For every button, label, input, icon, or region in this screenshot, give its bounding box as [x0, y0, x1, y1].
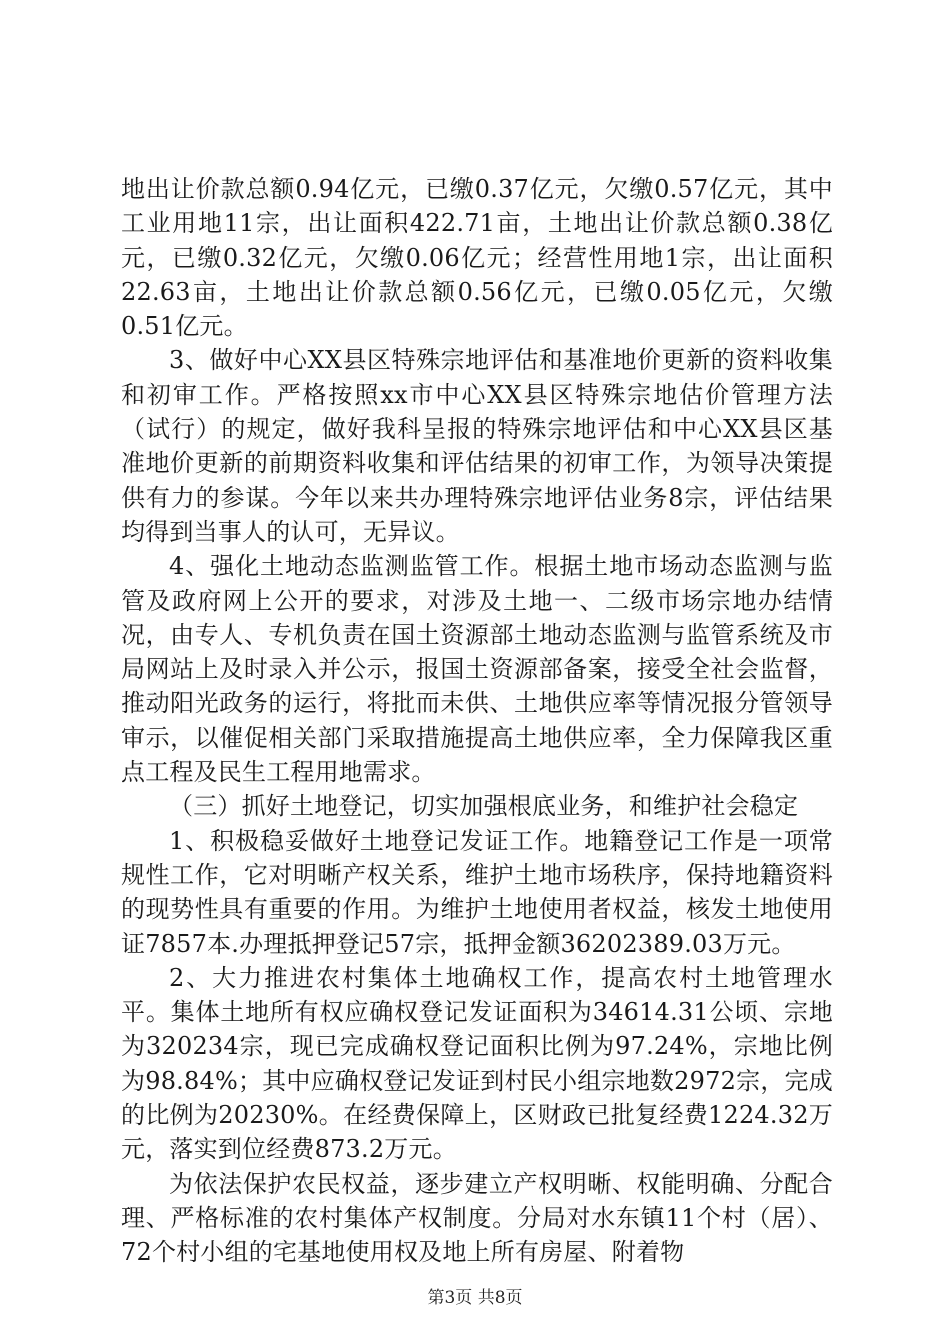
document-body	[121, 172, 833, 1270]
paragraph-rights: 为依法保护农民权益，逐步建立产权明晰、权能明确、分配合理、严格标准的农村集体产权制度。分局对水东镇11个村（居）、72个村小组的宅基地使用权及地上所有房屋、附着物	[121, 1169, 833, 1267]
paragraph-sub-1: 1、积极稳妥做好土地登记发证工作。地籍登记工作是一项常规性工作，它对明晰产权关系，维护土地市场秩序，保持地籍资料的现势性具有重要的作用。为维护土地使用者权益，核发土地使用证7857本.办理抵押登记57宗，抵押金额36202389.03万元。	[121, 826, 833, 958]
paragraph-item-3: 3、做好中心XX县区特殊宗地评估和基准地价更新的资料收集和初审工作。严格按照xx市中心XX县区特殊宗地估价管理方法（试行）的规定，做好我科呈报的特殊宗地评估和中心XX县区基准地价更新的前期资料收集和评估结果的初审工作，为领导决策提供有力的参谋。今年以来共办理特殊宗地评估业务8宗，评估结果均得到当事人的认可，无异议。	[121, 346, 833, 546]
section-heading-3: （三）抓好土地登记，切实加强根底业务，和维护社会稳定	[169, 792, 799, 821]
paragraph-continuation: 地出让价款总额0.94亿元，已缴0.37亿元，欠缴0.57亿元，其中工业用地11宗，出让面积422.71亩，土地出让价款总额0.38亿元，已缴0.32亿元，欠缴0.06亿元；经营性用地1宗，出让面积22.63亩，土地出让价款总额0.56亿元，已缴0.05亿元，欠缴0.51亿元。	[121, 175, 833, 341]
paragraph-item-4: 4、强化土地动态监测监管工作。根据土地市场动态监测与监管及政府网上公开的要求，对涉及土地一、二级市场宗地办结情况，由专人、专机负责在国土资源部土地动态监测与监管系统及市局网站上及时录入并公示，报国土资源部备案，接受全社会监督，推动阳光政务的运行，将批而未供、土地供应率等情况报分管领导审示，以催促相关部门采取措施提高土地供应率，全力保障我区重点工程及民生工程用地需求。	[121, 552, 833, 787]
page-number-footer: 第3页 共8页	[427, 1288, 523, 1308]
paragraph-sub-2: 2、大力推进农村集体土地确权工作，提高农村土地管理水平。集体土地所有权应确权登记发证面积为34614.31公顷、宗地为320234宗，现已完成确权登记面积比例为97.24%，宗地比例为98.84%；其中应确权登记发证到村民小组宗地数2972宗，完成的比例为20230%。在经费保障上，区财政已批复经费1224.32万元，落实到位经费873.2万元。	[121, 963, 833, 1164]
